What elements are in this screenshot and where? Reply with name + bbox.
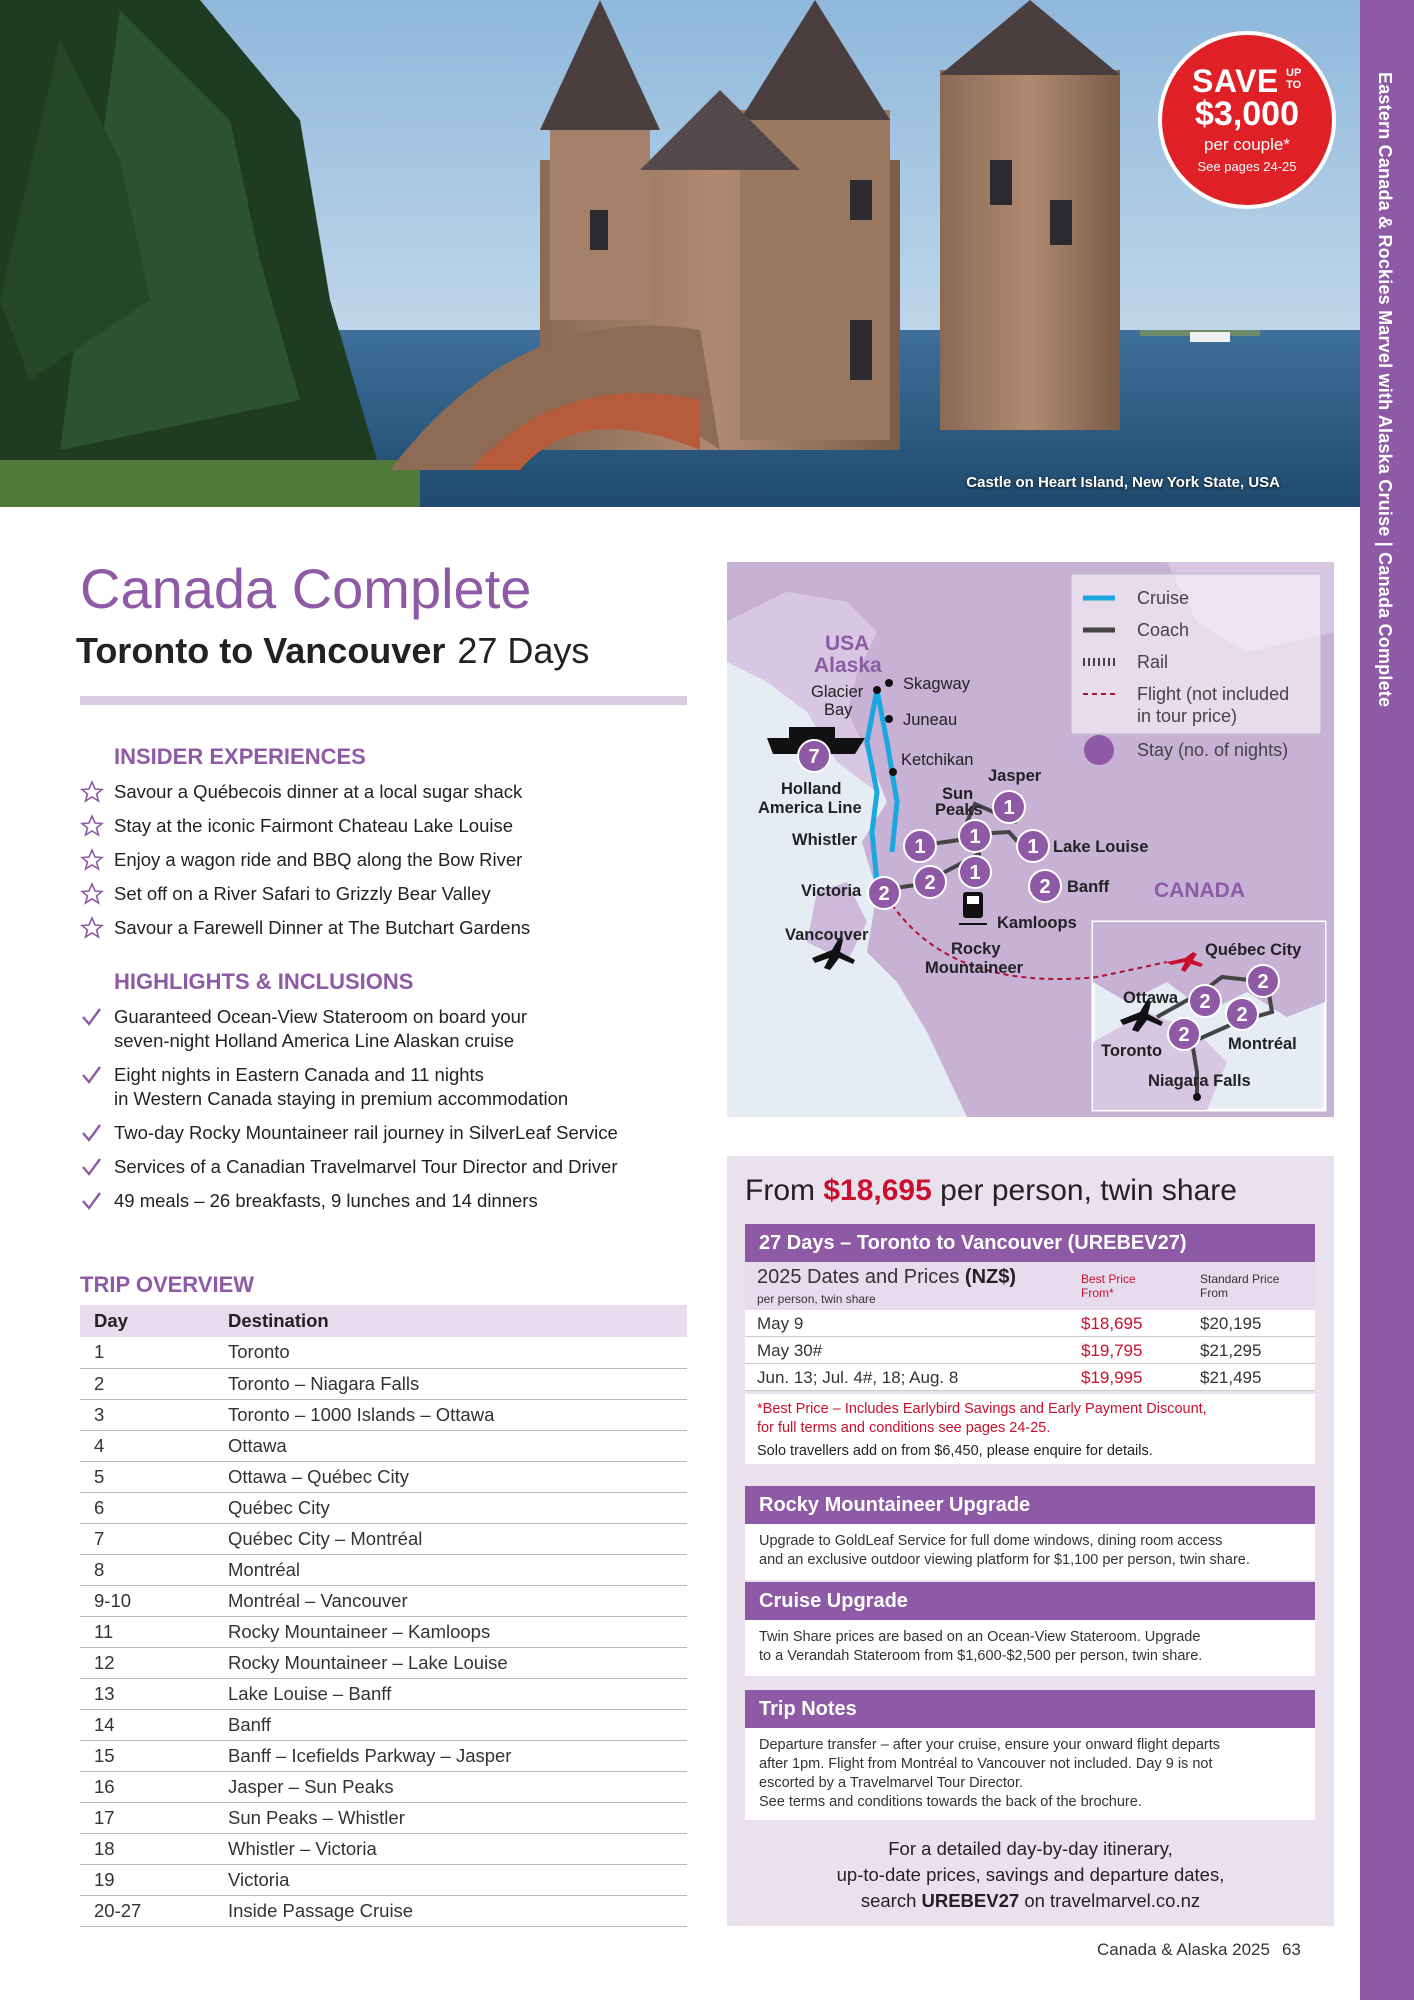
col-day: Day bbox=[80, 1305, 214, 1337]
rocky-upgrade-title: Rocky Mountaineer Upgrade bbox=[745, 1486, 1315, 1524]
table-row bbox=[80, 1368, 687, 1399]
day-cell: 9-10 bbox=[80, 1585, 214, 1616]
table-header-row bbox=[80, 1305, 687, 1337]
day-cell: 1 bbox=[80, 1337, 214, 1368]
place-lakelouise: Lake Louise bbox=[1053, 838, 1149, 856]
badge-save: SAVE bbox=[1192, 63, 1279, 99]
list-item: Eight nights in Eastern Canada and 11 nights in Western Canada staying in premium accommodation bbox=[80, 1063, 700, 1111]
stay-vancouver: 2 bbox=[924, 872, 936, 894]
destination-cell: Whistler – Victoria bbox=[214, 1833, 687, 1864]
col-destination: Destination bbox=[214, 1305, 687, 1337]
tour-code: UREBEV27 bbox=[921, 1890, 1020, 1911]
table-row bbox=[80, 1864, 687, 1895]
title-divider bbox=[80, 696, 687, 705]
table-row bbox=[80, 1647, 687, 1678]
day-cell: 18 bbox=[80, 1833, 214, 1864]
destination-cell: Lake Louise – Banff bbox=[214, 1678, 687, 1709]
place-holland: Holland bbox=[781, 780, 842, 798]
day-cell: 16 bbox=[80, 1771, 214, 1802]
table-row bbox=[80, 1461, 687, 1492]
check-icon bbox=[80, 1155, 106, 1179]
destination-cell: Banff – Icefields Parkway – Jasper bbox=[214, 1740, 687, 1771]
place-holland-2: America Line bbox=[758, 799, 862, 817]
subtitle-route: Toronto to Vancouver bbox=[76, 630, 446, 671]
legend-stay: Stay (no. of nights) bbox=[1137, 740, 1289, 760]
from-price: $18,695 bbox=[823, 1174, 932, 1207]
badge-upto: UP TO bbox=[1286, 67, 1302, 91]
destination-cell: Rocky Mountaineer – Lake Louise bbox=[214, 1647, 687, 1678]
place-sunpeaks-2: Peaks bbox=[935, 801, 983, 819]
place-vancouver: Vancouver bbox=[785, 926, 869, 944]
table-row bbox=[80, 1337, 687, 1368]
star-icon bbox=[80, 848, 106, 872]
stay-quebec: 2 bbox=[1257, 971, 1269, 993]
insider-list bbox=[80, 780, 680, 950]
place-montreal: Montréal bbox=[1228, 1035, 1297, 1053]
star-icon bbox=[80, 916, 106, 940]
place-whistler: Whistler bbox=[792, 831, 858, 849]
place-kamloops: Kamloops bbox=[997, 914, 1077, 932]
place-ketchikan: Ketchikan bbox=[901, 751, 974, 769]
destination-cell: Sun Peaks – Whistler bbox=[214, 1802, 687, 1833]
star-icon bbox=[80, 814, 106, 838]
day-cell: 13 bbox=[80, 1678, 214, 1709]
list-item: 49 meals – 26 breakfasts, 9 lunches and 14 dinners bbox=[80, 1189, 700, 1213]
star-icon bbox=[80, 780, 106, 804]
check-icon bbox=[80, 1121, 106, 1145]
page-title: Canada Complete bbox=[80, 557, 532, 620]
day-cell: 14 bbox=[80, 1709, 214, 1740]
badge-see-pages: See pages 24-25 bbox=[1197, 159, 1297, 174]
legend-flight-2: in tour price) bbox=[1137, 706, 1238, 726]
table-row bbox=[80, 1430, 687, 1461]
table-row bbox=[80, 1678, 687, 1709]
hero-image bbox=[0, 0, 1360, 507]
legend-cruise: Cruise bbox=[1137, 588, 1190, 608]
highlights-list bbox=[80, 1005, 700, 1223]
table-row: May 9 $18,695 $20,195 bbox=[745, 1310, 1315, 1337]
table-row bbox=[80, 1802, 687, 1833]
destination-cell: Toronto – 1000 Islands – Ottawa bbox=[214, 1399, 687, 1430]
col-best-price: Best Price From* bbox=[1081, 1272, 1136, 1300]
label-alaska: Alaska bbox=[814, 654, 882, 677]
footer-label: Canada & Alaska 2025 bbox=[1097, 1940, 1270, 1959]
rocky-upgrade-text: Upgrade to GoldLeaf Service for full dome windows, dining room access and an exclusive outdoor viewing platform for $1,100 per person, twin share. bbox=[745, 1524, 1315, 1580]
table-row bbox=[80, 1492, 687, 1523]
list-item: Guaranteed Ocean-View Stateroom on board your seven-night Holland America Line Alaskan cruise bbox=[80, 1005, 700, 1053]
list-item: Two-day Rocky Mountaineer rail journey in SilverLeaf Service bbox=[80, 1121, 700, 1145]
legend-stay-swatch bbox=[1084, 735, 1114, 765]
save-badge bbox=[1162, 35, 1332, 205]
stay-jasper: 1 bbox=[1003, 797, 1015, 819]
place-toronto: Toronto bbox=[1101, 1042, 1163, 1060]
dates-header bbox=[745, 1262, 1315, 1310]
place-ottawa: Ottawa bbox=[1123, 989, 1179, 1007]
list-item: Savour a Québecois dinner at a local sugar shack bbox=[80, 780, 680, 814]
check-icon bbox=[80, 1005, 106, 1029]
table-row bbox=[80, 1399, 687, 1430]
side-band bbox=[1360, 0, 1414, 2000]
destination-cell: Banff bbox=[214, 1709, 687, 1740]
dates-heading: 2025 Dates and Prices (NZ$) bbox=[757, 1266, 1017, 1288]
stay-montreal: 2 bbox=[1236, 1004, 1248, 1026]
stay-whistler: 1 bbox=[914, 836, 926, 858]
cruise-upgrade-title: Cruise Upgrade bbox=[745, 1582, 1315, 1620]
list-item: Stay at the iconic Fairmont Chateau Lake Louise bbox=[80, 814, 680, 848]
stay-sunpeaks: 1 bbox=[969, 826, 981, 848]
stay-banff: 2 bbox=[1039, 876, 1051, 898]
trip-overview-table bbox=[80, 1305, 687, 1927]
legend-rail: Rail bbox=[1137, 652, 1169, 672]
side-band-text: Eastern Canada & Rockies Marvel with Alaska Cruise | Canada Complete bbox=[1375, 72, 1395, 708]
trip-overview-heading: TRIP OVERVIEW bbox=[80, 1272, 255, 1297]
stay-lakelouise: 1 bbox=[1027, 836, 1039, 858]
place-sunpeaks: Sun bbox=[942, 785, 974, 803]
destination-cell: Ottawa bbox=[214, 1430, 687, 1461]
day-cell: 5 bbox=[80, 1461, 214, 1492]
price-panel bbox=[727, 1156, 1334, 1926]
destination-cell: Montréal – Vancouver bbox=[214, 1585, 687, 1616]
table-row bbox=[80, 1523, 687, 1554]
day-cell: 3 bbox=[80, 1399, 214, 1430]
from-price-line: From $18,695 per person, twin share bbox=[745, 1174, 1237, 1207]
place-glacier-2: Bay bbox=[824, 701, 853, 719]
destination-cell: Toronto – Niagara Falls bbox=[214, 1368, 687, 1399]
table-row bbox=[80, 1554, 687, 1585]
castle-photo bbox=[0, 0, 1360, 507]
destination-cell: Québec City – Montréal bbox=[214, 1523, 687, 1554]
stay-kamloops: 1 bbox=[969, 862, 981, 884]
place-juneau: Juneau bbox=[903, 711, 958, 729]
trip-notes-text: Departure transfer – after your cruise, ensure your onward flight departs after 1pm. Flight from Montréal to Vancouver not included. Day 9 is not escorted by a Travelmarvel Tour Director. See terms and conditions towards the back of the brochure. bbox=[745, 1728, 1315, 1820]
page-subtitle bbox=[76, 630, 589, 672]
page-footer bbox=[1097, 1940, 1301, 1960]
table-row bbox=[80, 1585, 687, 1616]
destination-cell: Montréal bbox=[214, 1554, 687, 1585]
list-item: Enjoy a wagon ride and BBQ along the Bow River bbox=[80, 848, 680, 882]
check-icon bbox=[80, 1189, 106, 1213]
day-cell: 8 bbox=[80, 1554, 214, 1585]
place-victoria: Victoria bbox=[801, 882, 862, 900]
day-cell: 17 bbox=[80, 1802, 214, 1833]
table-row: Jun. 13; Jul. 4#, 18; Aug. 8 $19,995 $21,495 bbox=[745, 1364, 1315, 1391]
table-row bbox=[80, 1895, 687, 1926]
destination-cell: Rocky Mountaineer – Kamloops bbox=[214, 1616, 687, 1647]
check-icon bbox=[80, 1063, 106, 1087]
label-canada: CANADA bbox=[1154, 879, 1245, 902]
destination-cell: Québec City bbox=[214, 1492, 687, 1523]
destination-cell: Inside Passage Cruise bbox=[214, 1895, 687, 1926]
place-niagara: Niagara Falls bbox=[1148, 1072, 1251, 1090]
star-icon bbox=[80, 882, 106, 906]
table-row: May 30# $19,795 $21,295 bbox=[745, 1337, 1315, 1364]
badge-per-couple: per couple* bbox=[1203, 135, 1290, 154]
price-rows bbox=[745, 1310, 1315, 1391]
stay-victoria: 2 bbox=[878, 883, 890, 905]
cruise-upgrade-text: Twin Share prices are based on an Ocean-View Stateroom. Upgrade to a Verandah Stateroom from $1,600-$2,500 per person, twin share. bbox=[745, 1620, 1315, 1676]
day-cell: 4 bbox=[80, 1430, 214, 1461]
day-cell: 11 bbox=[80, 1616, 214, 1647]
stay-ottawa: 2 bbox=[1199, 991, 1211, 1013]
hero-caption: Castle on Heart Island, New York State, USA bbox=[966, 474, 1280, 491]
day-cell: 12 bbox=[80, 1647, 214, 1678]
tour-code-bar: 27 Days – Toronto to Vancouver (UREBEV27) bbox=[745, 1224, 1315, 1262]
place-rocky-2: Mountaineer bbox=[925, 959, 1024, 977]
day-cell: 6 bbox=[80, 1492, 214, 1523]
table-row bbox=[80, 1771, 687, 1802]
subtitle-days: 27 Days bbox=[457, 630, 590, 671]
dates-per-person: per person, twin share bbox=[757, 1292, 876, 1306]
legend-flight: Flight (not included bbox=[1137, 684, 1290, 704]
day-cell: 2 bbox=[80, 1368, 214, 1399]
place-skagway: Skagway bbox=[903, 675, 970, 693]
legend-coach: Coach bbox=[1137, 620, 1190, 640]
day-cell: 15 bbox=[80, 1740, 214, 1771]
table-row bbox=[80, 1833, 687, 1864]
route-map bbox=[727, 562, 1334, 1117]
destination-cell: Victoria bbox=[214, 1864, 687, 1895]
table-row bbox=[80, 1709, 687, 1740]
place-jasper: Jasper bbox=[988, 767, 1042, 785]
table-row bbox=[80, 1616, 687, 1647]
place-banff: Banff bbox=[1067, 878, 1110, 896]
day-cell: 19 bbox=[80, 1864, 214, 1895]
day-cell: 20-27 bbox=[80, 1895, 214, 1926]
day-cell: 7 bbox=[80, 1523, 214, 1554]
itinerary-cta: For a detailed day-by-day itinerary, up-to-date prices, savings and departure dates, search UREBEV27 on travelmarvel.co.nz bbox=[836, 1838, 1225, 1911]
list-item: Services of a Canadian Travelmarvel Tour Director and Driver bbox=[80, 1155, 700, 1179]
destination-cell: Ottawa – Québec City bbox=[214, 1461, 687, 1492]
list-item: Savour a Farewell Dinner at The Butchart Gardens bbox=[80, 916, 680, 950]
trip-notes-title: Trip Notes bbox=[745, 1690, 1315, 1728]
destination-cell: Toronto bbox=[214, 1337, 687, 1368]
label-usa: USA bbox=[825, 632, 870, 655]
place-glacier: Glacier bbox=[811, 683, 864, 701]
list-item: Set off on a River Safari to Grizzly Bear Valley bbox=[80, 882, 680, 916]
place-rocky: Rocky bbox=[951, 940, 1001, 958]
insider-heading: INSIDER EXPERIENCES bbox=[114, 744, 366, 769]
stay-cruise: 7 bbox=[808, 746, 820, 768]
stay-toronto: 2 bbox=[1178, 1024, 1190, 1046]
col-standard-price: Standard Price From bbox=[1200, 1272, 1280, 1300]
destination-cell: Jasper – Sun Peaks bbox=[214, 1771, 687, 1802]
table-row bbox=[80, 1740, 687, 1771]
price-notes: *Best Price – Includes Earlybird Savings and Early Payment Discount, for full terms and conditions see pages 24-25. Solo travellers add on from $6,450, please enquire for details. bbox=[745, 1394, 1315, 1464]
page-number: 63 bbox=[1281, 1940, 1301, 1959]
place-quebec: Québec City bbox=[1205, 941, 1302, 959]
highlights-heading: HIGHLIGHTS & INCLUSIONS bbox=[114, 969, 414, 994]
badge-amount: $3,000 bbox=[1195, 95, 1299, 133]
